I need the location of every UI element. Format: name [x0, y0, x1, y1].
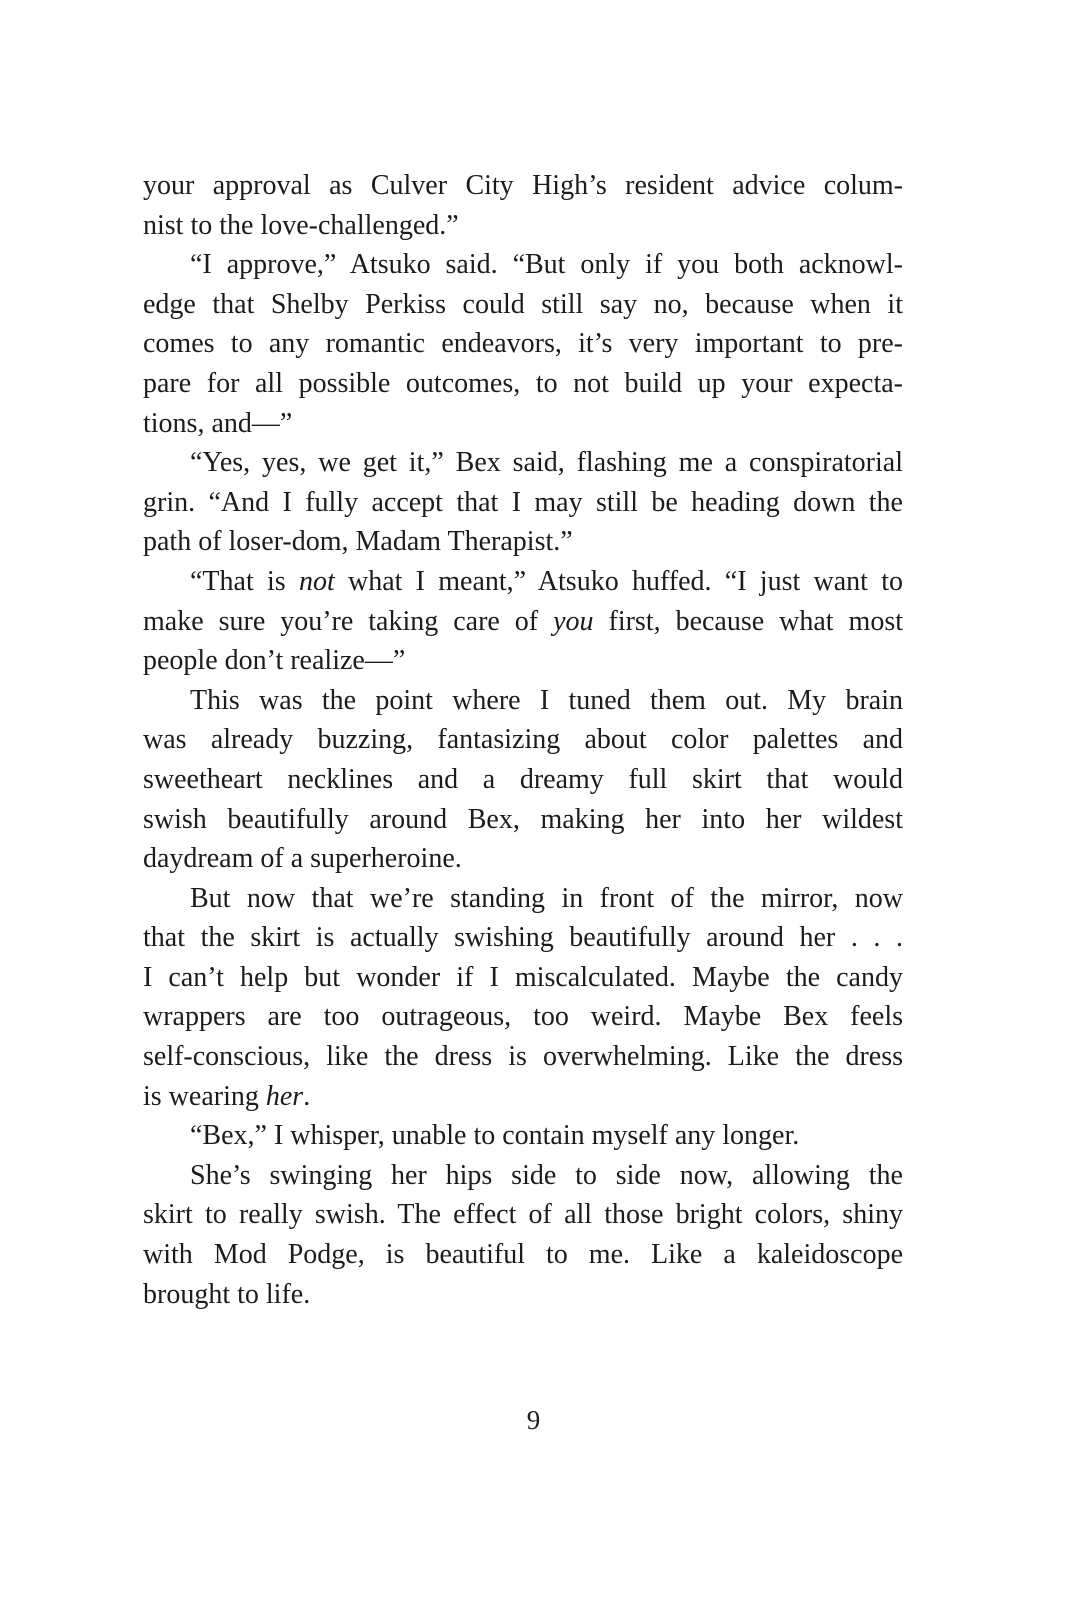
text-line: edge that Shelby Perkiss could still say no, because when it: [143, 288, 903, 320]
text-line: “That is not what I meant,” Atsuko huffed. “I just want to: [190, 565, 903, 597]
text-line: This was the point where I tuned them out. My brain: [190, 684, 903, 716]
text-line: But now that we’re standing in front of the mirror, now: [190, 882, 903, 914]
text-line: wrappers are too outrageous, too weird. Maybe Bex feels: [143, 1001, 903, 1033]
text-line: skirt to really swish. The effect of all those bright colors, shiny: [143, 1199, 903, 1231]
text-line: I can’t help but wonder if I miscalculated. Maybe the candy: [143, 961, 903, 993]
text-line: comes to any romantic endeavors, it’s very important to pre-: [143, 328, 903, 360]
text-line: with Mod Podge, is beautiful to me. Like a kaleidoscope: [143, 1239, 903, 1271]
text-line: tions, and—”: [143, 407, 293, 439]
text-line: was already buzzing, fantasizing about color palettes and: [143, 724, 903, 756]
text-line: make sure you’re taking care of you first, because what most: [143, 605, 903, 637]
text-line: “Bex,” I whisper, unable to contain myself any longer.: [190, 1120, 800, 1152]
text-line: brought to life.: [143, 1278, 311, 1310]
text-line: grin. “And I fully accept that I may still be heading down the: [143, 486, 903, 518]
text-line: your approval as Culver City High’s resident advice colum-: [143, 170, 903, 201]
text-line: people don’t realize—”: [143, 645, 406, 677]
text-line: “Yes, yes, we get it,” Bex said, flashing me a conspiratorial: [190, 447, 903, 479]
text-line: sweetheart necklines and a dreamy full skirt that would: [143, 763, 903, 795]
page-body-text: [143, 166, 903, 1314]
text-line: that the skirt is actually swishing beautifully around her . . .: [143, 922, 903, 954]
text-line: pare for all possible outcomes, to not build up your expecta-: [143, 367, 903, 399]
text-line: path of loser-dom, Madam Therapist.”: [143, 526, 573, 558]
text-line: is wearing her.: [143, 1080, 311, 1112]
text-line: nist to the love-challenged.”: [143, 209, 459, 241]
page-number: 9: [526, 1405, 541, 1435]
text-line: daydream of a superheroine.: [143, 843, 462, 875]
text-line: self-conscious, like the dress is overwhelming. Like the dress: [143, 1041, 903, 1073]
text-line: “I approve,” Atsuko said. “But only if you both acknowl-: [190, 249, 903, 281]
text-line: swish beautifully around Bex, making her into her wildest: [143, 803, 903, 835]
text-line: She’s swinging her hips side to side now, allowing the: [190, 1159, 903, 1191]
